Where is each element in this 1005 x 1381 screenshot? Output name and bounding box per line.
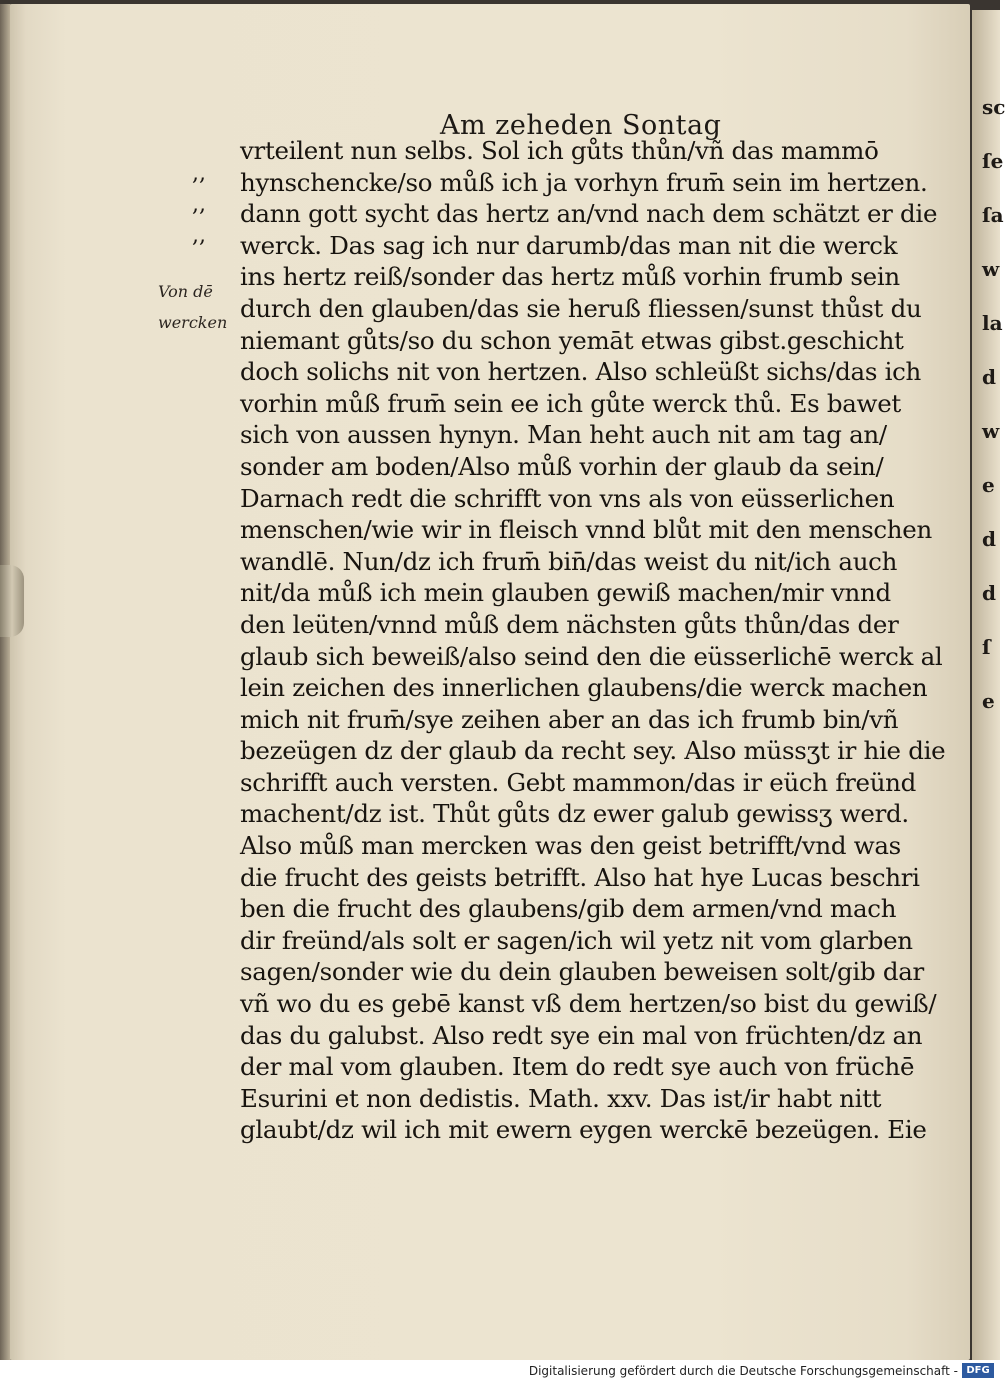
facing-page-letter: d: [982, 581, 996, 605]
text-line: Darnach redt die schrifft von vns als von eüsserlichen: [240, 483, 895, 513]
text-line: den leüten/vnnd můß dem nächsten gůts thůn/das der: [240, 609, 899, 639]
facing-page-letter: la: [982, 311, 1003, 335]
text-line: bezeügen dz der glaub da recht sey. Also müssʒt ir hie die: [240, 736, 946, 766]
text-line: doch solichs nit von hertzen. Also schleüßt sichs/das ich: [240, 357, 922, 387]
marginal-note-line: wercken: [158, 313, 228, 332]
text-line: durch den glauben/das sie heruß fliessen/sunst thůst du: [240, 293, 922, 323]
text-line: menschen/wie wir in fleisch vnnd blůt mit den menschen: [240, 515, 932, 545]
quote-mark: ,,: [192, 192, 206, 217]
text-line: vorhin můß frum̄ sein ee ich gůte werck thů. Es bawet: [240, 388, 901, 418]
quotation-marks: [192, 158, 232, 251]
text-line: machent/dz ist. Thůt gůts dz ewer galub gewissʒ werd.: [240, 799, 909, 829]
text-line: das du galubst. Also redt sye ein mal von früchten/dz an: [240, 1020, 923, 1050]
text-line: die frucht des geists betrifft. Also hat hye Lucas beschri: [240, 862, 920, 892]
facing-page-fragments: [982, 80, 1005, 728]
text-line: Also můß man mercken was den geist betrifft/vnd was: [240, 831, 901, 861]
body-text: [240, 135, 946, 1146]
text-line: glaubt/dz wil ich mit ewern eygen werckē bezeügen. Eie: [240, 1115, 927, 1145]
facing-page-letter: e: [982, 689, 995, 713]
facing-page-letter: ſ: [982, 635, 991, 659]
page-clip: [0, 565, 24, 637]
text-line: niemant gůts/so du schon yemāt etwas gibst.geschicht: [240, 325, 904, 355]
text-line: glaub sich beweiß/also seind den die eüsserlichē werck al: [240, 641, 943, 671]
text-line: hynschencke/so můß ich ja vorhyn frum̄ sein im hertzen.: [240, 167, 928, 197]
text-line: dann gott sycht das hertz an/vnd nach dem schätzt er die: [240, 199, 938, 229]
text-line: ben die frucht des glaubens/gib dem armen/vnd mach: [240, 894, 897, 924]
text-line: werck. Das sag ich nur darumb/das man nit die werck: [240, 230, 898, 260]
facing-page-letter: w: [982, 419, 1000, 443]
text-line: lein zeichen des innerlichen glaubens/die werck machen: [240, 673, 928, 703]
text-line: wandlē. Nun/dz ich frum̄ bin̄/das weist du nit/ich auch: [240, 546, 898, 576]
marginal-note: [158, 276, 236, 338]
facing-page-letter: d: [982, 365, 996, 389]
text-line: ins hertz reiß/sonder das hertz můß vorhin frumb sein: [240, 262, 900, 292]
page-left-edge: [0, 4, 10, 1360]
text-line: nit/da můß ich mein glauben gewiß machen/mir vnnd: [240, 578, 891, 608]
footer-bar: [0, 1360, 1000, 1381]
quote-mark: ,,: [192, 161, 206, 186]
text-line: Esurini et non dedistis. Math. xxv. Das ist/ir habt nitt: [240, 1083, 882, 1113]
facing-page-letter: w: [982, 257, 1000, 281]
facing-page-letter: e: [982, 473, 995, 497]
facing-page-letter: ſa: [982, 203, 1004, 227]
text-line: sonder am boden/Also můß vorhin der glaub da sein/: [240, 451, 884, 481]
text-line: sagen/sonder wie du dein glauben beweisen solt/gib dar: [240, 957, 924, 987]
text-line: schrifft auch versten. Gebt mammon/das ir eüch freünd: [240, 767, 917, 797]
footer-credit: Digitalisierung gefördert durch die Deutsche Forschungsgemeinschaft -: [528, 1364, 958, 1378]
facing-page-letter: d: [982, 527, 996, 551]
facing-page-letter: sc: [982, 95, 1005, 119]
text-line: mich nit frum̄/sye zeihen aber an das ich frumb bin/vñ: [240, 704, 899, 734]
text-line: vrteilent nun selbs. Sol ich gůts thůn/vñ das mammō: [240, 136, 879, 165]
facing-page-letter: ſe: [982, 149, 1004, 173]
quote-mark: ,,: [192, 223, 206, 248]
marginal-note-line: Von dē: [158, 282, 213, 301]
text-line: vñ wo du es gebē kanst vß dem hertzen/so bist du gewiß/: [240, 989, 937, 1019]
running-header: Am zeheden Sontag: [440, 110, 722, 141]
dfg-logo[interactable]: DFG: [962, 1363, 994, 1378]
text-line: der mal vom glauben. Item do redt sye auch von früchē: [240, 1052, 915, 1082]
text-line: sich von aussen hynyn. Man heht auch nit am tag an/: [240, 420, 887, 450]
text-line: dir freünd/als solt er sagen/ich wil yetz nit vom glarben: [240, 925, 913, 955]
